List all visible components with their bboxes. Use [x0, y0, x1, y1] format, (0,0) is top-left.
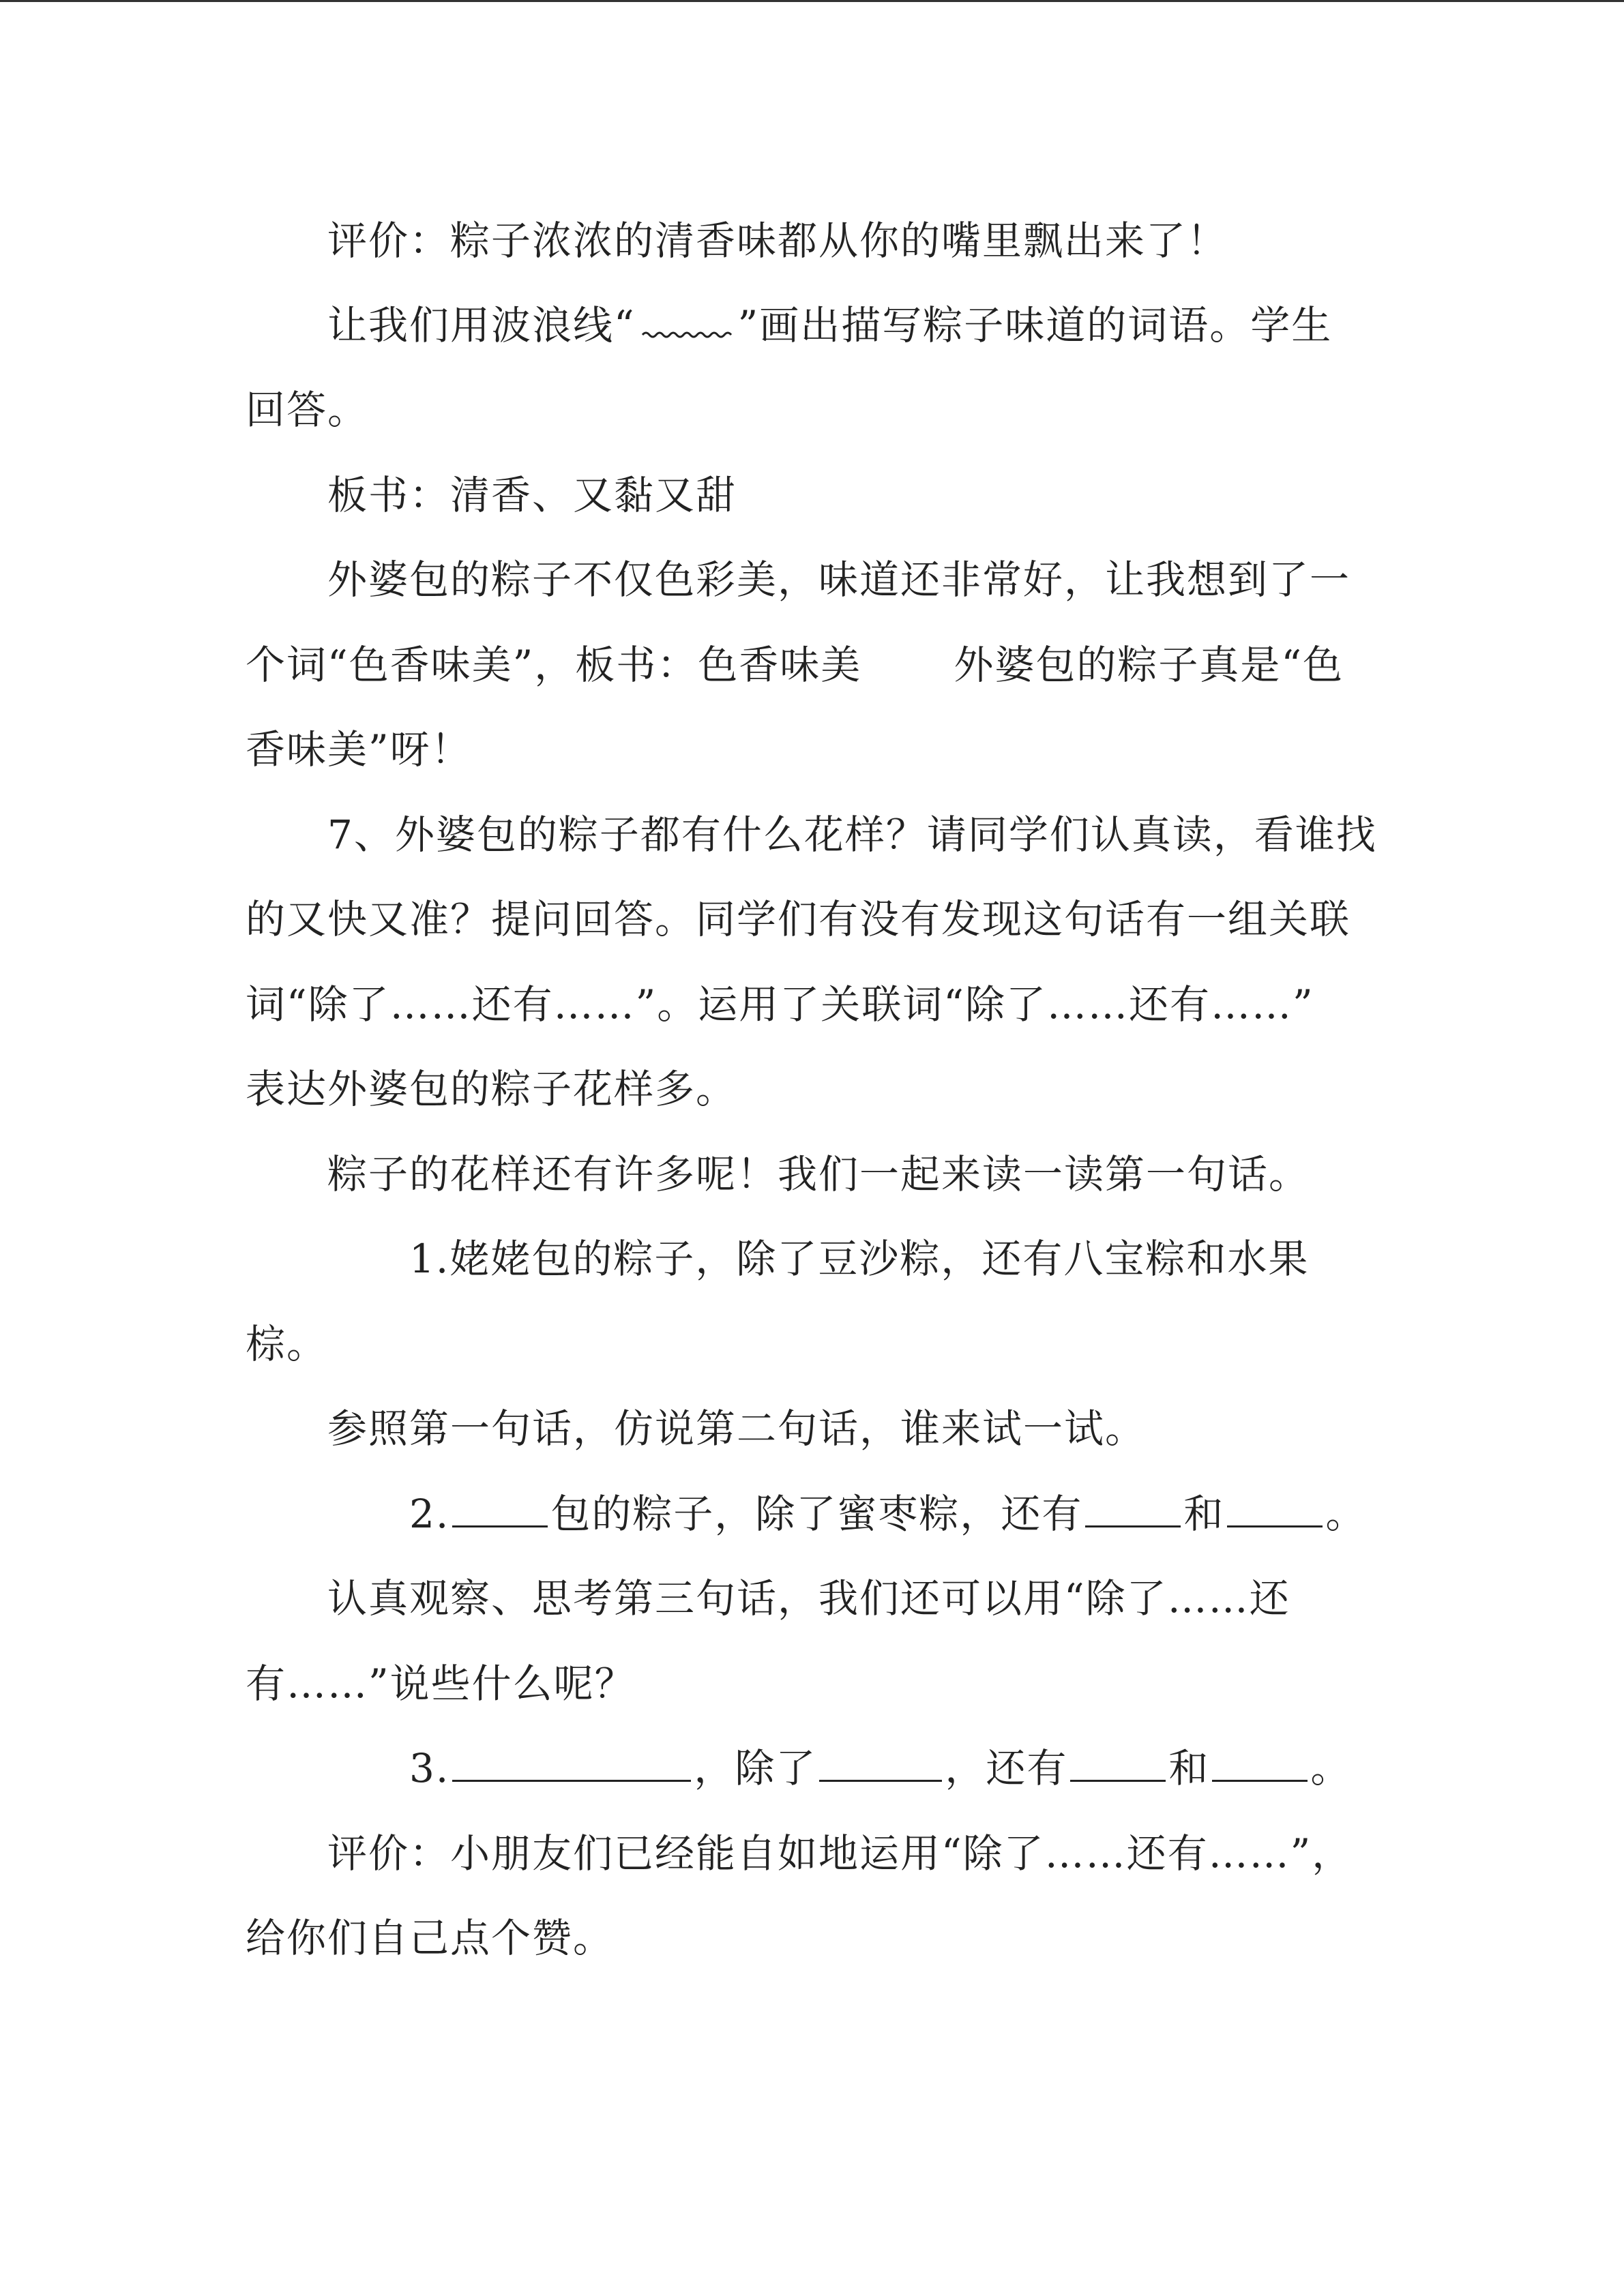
paragraph-line: 回答。	[246, 387, 369, 433]
paragraph-line: 认真观察、思考第三句话，我们还可以用“除了……还	[327, 1575, 1290, 1622]
text-segment: ”画出描写粽子味道的词语。学生	[737, 302, 1333, 348]
paragraph-line: 表达外婆包的粽子花样多。	[246, 1066, 737, 1112]
fill-blank[interactable]	[1227, 1490, 1323, 1527]
text-segment: 个词“色香味美”，板书：色香味美	[246, 642, 862, 688]
text-segment: 外婆包的粽子真是“色	[954, 642, 1344, 688]
fill-blank[interactable]	[819, 1744, 942, 1782]
paragraph-line	[246, 641, 1344, 689]
text-segment: 和	[1168, 1745, 1210, 1791]
fill-blank[interactable]	[1085, 1490, 1181, 1527]
paragraph-line: 的又快又准？提问回答。同学们有没有发现这句话有一组关联	[246, 896, 1351, 942]
paragraph-line: 粽子的花样还有许多呢！我们一起来读一读第一句话。	[327, 1151, 1310, 1197]
fill-blank[interactable]	[452, 1744, 691, 1782]
paragraph-blackboard-1: 板书：清香、又黏又甜	[327, 472, 737, 518]
paragraph-line: 参照第一句话，仿说第二句话，谁来试一试。	[327, 1405, 1147, 1452]
paragraph-evaluation-1: 评价：粽子浓浓的清香味都从你的嘴里飘出来了！	[327, 218, 1228, 264]
example-sentence-1: 1.姥姥包的粽子，除了豆沙粽，还有八宝粽和水果	[409, 1236, 1310, 1282]
text-segment: ，还有	[945, 1745, 1068, 1791]
paragraph-line: 词“除了……还有……”。运用了关联词“除了……还有……”	[246, 981, 1314, 1028]
paragraph-line: 外婆包的粽子不仅色彩美，味道还非常好，让我想到了一	[327, 556, 1351, 603]
text-segment: 。	[1310, 1745, 1352, 1791]
text-segment: ，除了	[694, 1745, 817, 1791]
wavy-underline-icon	[636, 312, 738, 339]
fill-blank[interactable]	[1070, 1744, 1166, 1782]
page-top-border	[0, 0, 1624, 2]
text-segment: 和	[1183, 1491, 1225, 1537]
paragraph-line: 给你们自己点个赞。	[246, 1915, 615, 1961]
paragraph-question-7: 7、外婆包的粽子都有什么花样？请同学们认真读，看谁找	[327, 811, 1377, 858]
paragraph-line: 棕。	[246, 1321, 328, 1367]
example-sentence-2	[409, 1490, 1366, 1538]
text-segment: 2.	[409, 1491, 450, 1537]
text-segment: 。	[1325, 1491, 1367, 1537]
paragraph-evaluation-2: 评价：小朋友们已经能自如地运用“除了……还有……”，	[327, 1830, 1353, 1877]
paragraph-wavy-line-instruction	[327, 301, 1332, 349]
text-segment: 让我们用波浪线“	[327, 302, 636, 348]
example-sentence-3	[409, 1744, 1351, 1792]
text-segment: 包的粽子，除了蜜枣粽，还有	[550, 1491, 1083, 1537]
fill-blank[interactable]	[1212, 1744, 1308, 1782]
paragraph-line: 香味美”呀！	[246, 726, 472, 773]
text-segment: 3.	[409, 1745, 450, 1791]
fill-blank[interactable]	[452, 1490, 548, 1527]
paragraph-line: 有……”说些什么呢？	[246, 1660, 636, 1707]
